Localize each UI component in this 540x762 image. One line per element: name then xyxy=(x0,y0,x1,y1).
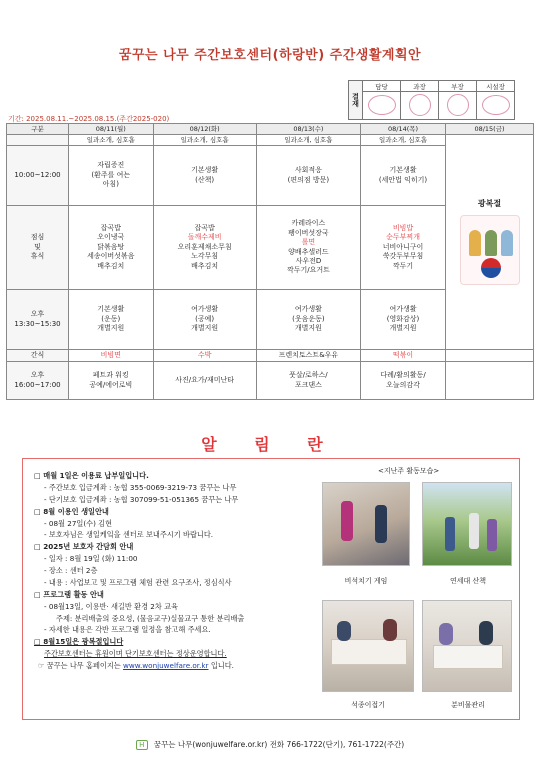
afternoon-cell: 여가생활 (웃음운동) 개별지원 xyxy=(256,290,360,350)
notice-line: □ 프로그램 활동 안내 xyxy=(34,589,104,599)
notice-line: □ 8월 이용인 생일안내 xyxy=(34,506,109,516)
menu-item: 노각무침 xyxy=(191,252,219,261)
notice-title: 알 림 란 xyxy=(201,435,339,454)
menu-item: 팽이버섯장국 xyxy=(288,228,329,237)
homepage-line: ☞ 꿈꾸는 나무 홈페이지는 www.wonjuwelfare.or.kr 입니다. xyxy=(38,661,234,670)
late-afternoon-label: 오후 16:00~17:00 xyxy=(7,362,69,400)
lunch-label: 점심 및 휴식 xyxy=(7,206,69,290)
morning-cell: 기본생활 (산책) xyxy=(153,146,256,206)
schedule-header-row xyxy=(7,124,534,135)
activity-photo-4 xyxy=(422,600,512,692)
notice-line: □ 8월15일은 광복절입니다 xyxy=(34,637,124,647)
intro-row xyxy=(7,135,534,146)
snack-cell: 프렌치토스트&우유 xyxy=(256,350,360,362)
intro-cell: 일과소개, 심호흡 xyxy=(361,135,446,146)
menu-item: 카레라이스 xyxy=(291,219,326,228)
menu-item: 배추김치 xyxy=(97,261,125,270)
liberation-day-illustration xyxy=(460,215,520,285)
notice-line: - 08월 27일(수) 김현 xyxy=(44,518,113,528)
late-afternoon-cell: 다례/활의활동/ 오늘의감각 xyxy=(361,362,446,400)
notice-line: 주제: 분리배출의 중요성, (물음교구)실물교구 통한 분리배출 xyxy=(56,613,245,623)
taegeuk-icon xyxy=(481,258,501,278)
menu-item: 돌깨수제비 xyxy=(187,233,222,242)
schedule-table xyxy=(6,123,534,400)
notice-line: - 일자 : 8월 19일 (화) 11:00 xyxy=(44,554,138,564)
signature-stamp-1 xyxy=(363,92,401,120)
day-header: 08/13(수) xyxy=(256,124,360,135)
footer-contact: 꿈꾸는 나무(wonjuwelfare.or.kr) 전화 766-1722(단기), 761-1722(주간) xyxy=(153,740,405,749)
late-afternoon-cell: 페트과 워킹 공예/에어로빅 xyxy=(69,362,154,400)
snack-cell: 떡볶이 xyxy=(361,350,446,362)
snack-cell: 수박 xyxy=(153,350,256,362)
signature-stamp-3 xyxy=(439,92,477,120)
notice-line: □ 매월 1일은 이용료 납부일입니다. xyxy=(34,471,149,480)
approval-header-4: 시설장 xyxy=(477,81,515,92)
day-header: 08/12(화) xyxy=(153,124,256,135)
afternoon-label: 오후 13:30~15:30 xyxy=(7,290,69,350)
menu-item: 사우전D xyxy=(295,256,322,265)
menu-item: 배추김치 xyxy=(191,261,219,270)
day-header: 08/15(금) xyxy=(446,124,534,135)
notice-line: - 자세한 내용은 각반 프로그램 일정을 참고해 주세요. xyxy=(44,625,211,635)
menu-item: 잡곡밥 xyxy=(194,223,215,232)
notice-line: - 주간보호 입금계좌 : 농협 355-0069-3219-73 꿈꾸는 나무 xyxy=(44,482,237,492)
morning-label: 10:00~12:00 xyxy=(7,146,69,206)
approval-header-1: 담당 xyxy=(363,81,401,92)
menu-item: 깍두기/요거트 xyxy=(286,266,330,275)
intro-cell: 일과소개, 심호흡 xyxy=(256,135,360,146)
photo-caption-2: 연세대 산책 xyxy=(449,577,487,585)
approval-box xyxy=(348,80,515,120)
intro-cell: 일과소개, 심호흡 xyxy=(69,135,154,146)
lunch-menu-cell xyxy=(256,206,360,290)
notice-line: - 장소 : 센터 2층 xyxy=(44,566,98,575)
notice-list xyxy=(34,470,324,672)
approval-header-2: 과장 xyxy=(401,81,439,92)
period-label: 기간: 2025.08.11.~2025.08.15.(주간2025-020) xyxy=(8,115,170,123)
activity-photo-1 xyxy=(322,482,410,566)
notice-line: - 08월13일, 이용반· 새길반 환경 2차 교육 xyxy=(44,601,178,611)
photos-title: <지난주 활동모습> xyxy=(378,467,440,475)
lunch-menu-cell xyxy=(361,206,446,290)
menu-item: 닭볶음탕 xyxy=(97,242,125,251)
menu-item: 오이냉국 xyxy=(97,233,125,242)
day-header: 08/11(월) xyxy=(69,124,154,135)
menu-item: 양배추샐러드 xyxy=(288,247,329,256)
morning-cell: 기본생활 (세안법 익히기) xyxy=(361,146,446,206)
late-afternoon-cell: 풋살/로하스/ 포크댄스 xyxy=(256,362,360,400)
late-afternoon-cell: 사진/요가/재미난타 xyxy=(153,362,256,400)
notice-line: - 단기보호 입금계좌 : 농협 307099-51-051365 꿈꾸는 나무 xyxy=(44,494,239,504)
lunch-menu-cell xyxy=(69,206,154,290)
morning-cell: 사회적응 (편의점 방문) xyxy=(256,146,360,206)
notice-line: - 보호자님은 생일케잌을 센터로 보내주시기 바랍니다. xyxy=(44,530,214,540)
activity-photo-3 xyxy=(322,600,414,692)
afternoon-cell: 여가생활 (공예) 개별지원 xyxy=(153,290,256,350)
intro-cell: 일과소개, 심호흡 xyxy=(153,135,256,146)
photo-caption-4: 분비물관리 xyxy=(451,701,485,709)
menu-item: 순두부찌개 xyxy=(386,233,420,242)
notice-line: □ 2025년 보호자 간담회 안내 xyxy=(34,542,134,552)
afternoon-cell: 기본생활 (운동) 개별지원 xyxy=(69,290,154,350)
notice-line: - 내용 : 사업보고 및 프로그램 체험 관련 요구조사, 정심식사 xyxy=(44,577,232,587)
snack-row xyxy=(7,350,534,362)
notice-line: 주간보호센터는 휴원이며 단기보호센터는 정상운영합니다. xyxy=(44,649,227,659)
menu-item: 비빔밥 xyxy=(392,223,414,232)
menu-item: 깍두기 xyxy=(392,261,414,270)
center-logo-icon: H xyxy=(136,740,148,750)
day-header: 08/14(목) xyxy=(361,124,446,135)
homepage-link[interactable]: www.wonjuwelfare.or.kr xyxy=(123,661,209,670)
footer xyxy=(0,739,540,750)
corner-cell: 구분 xyxy=(7,124,69,135)
late-afternoon-row xyxy=(7,362,534,400)
signature-stamp-2 xyxy=(401,92,439,120)
approval-side-label: 결재 xyxy=(349,81,363,120)
menu-item: 오리훈제채소무침 xyxy=(177,242,232,251)
holiday-cell xyxy=(446,135,534,350)
morning-cell: 자립증진 (환주를 여는 아침) xyxy=(69,146,154,206)
menu-item: 세송이버섯볶음 xyxy=(87,252,135,261)
menu-item: 잡곡밥 xyxy=(100,223,121,232)
menu-item: 너비아니구이 xyxy=(382,242,424,251)
approval-header-3: 부장 xyxy=(439,81,477,92)
menu-item: 쑥갓두부무침 xyxy=(382,252,424,261)
photo-caption-1: 비석치기 게임 xyxy=(344,577,388,585)
afternoon-cell: 여가생활 (영화감상) 개별지원 xyxy=(361,290,446,350)
holiday-title: 광복절 xyxy=(477,198,502,208)
activity-photo-2 xyxy=(422,482,512,566)
menu-item: 롤면 xyxy=(301,238,316,247)
page-title: 꿈꾸는 나무 주간보호센터(하랑반) 주간생활계획안 xyxy=(118,48,422,63)
snack-cell: 비빔면 xyxy=(69,350,154,362)
signature-stamp-4 xyxy=(477,92,515,120)
lunch-menu-cell xyxy=(153,206,256,290)
snack-label: 간식 xyxy=(7,350,69,362)
photo-caption-3: 석종이접기 xyxy=(351,701,385,709)
